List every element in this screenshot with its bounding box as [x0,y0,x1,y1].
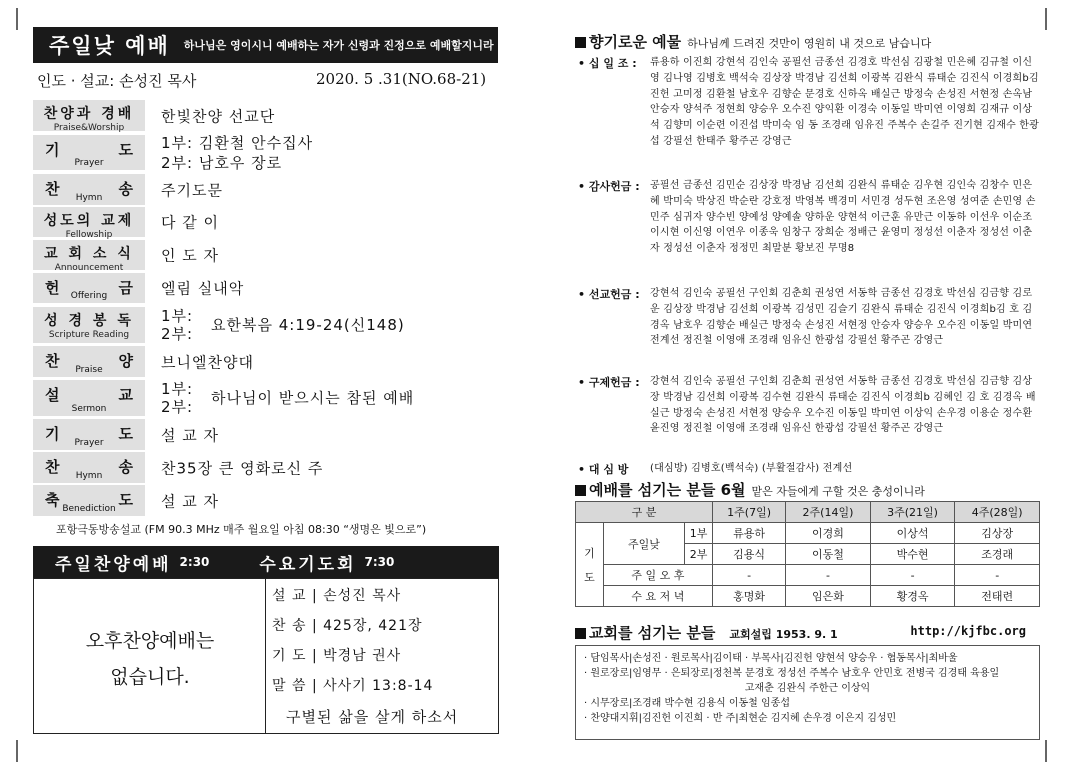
order-value: 설 교 자 [161,492,220,510]
staff-row-pastors: · 담임목사|손성진 · 원로목사|김이태 · 부목사|김진헌 양현석 양승우 · 협동목사|최바울 [584,653,958,664]
sunday-praise-time: 2:30 [179,555,210,569]
wed-row-scripture: 말 씀 | 사사기 13:8-14 [272,678,434,694]
order-value: 다 같 이 [161,213,220,232]
duty-table [575,501,1040,607]
wed-row-prayer: 기 도 | 박경남 권사 [272,648,402,664]
wednesday-time: 7:30 [364,555,395,569]
order-value: 요한복음 4:19-24(신148) [211,316,405,334]
order-label: 교 회 소 식 Announcement [33,240,145,270]
square-bullet-icon [575,628,586,639]
no-service-notice: 오후찬양예배는 없습니다. [85,630,215,688]
order-row-praise [33,100,499,131]
staff-row-choir: · 찬양대지휘|김진헌 이진희 · 반 주|최현순 김지혜 손우경 이은지 김성민 [584,713,897,724]
order-row-benediction [33,485,499,516]
square-bullet-icon [575,485,586,496]
offering-group-visit: • 대 심 방 (대심방) 김병호(백석숙) (부활절감사) 전계선 [578,463,853,476]
main-service-motto: 하나님은 영이시니 예배하는 자가 신령과 진정으로 예배할지니라 [183,39,494,52]
order-label: 설 교 Sermon [33,380,145,416]
square-bullet-icon [575,37,586,48]
order-value: 찬35장 큰 영화로신 주 [161,459,324,477]
service-leader: 인도 · 설교: 손성진 목사 [37,72,197,90]
staff-box [575,645,1040,740]
main-service-title: 주일낮 예배 [49,34,170,58]
order-value-part2: 2부: 남호우 장로 [161,154,283,172]
staff-row-retired-elders-cont: 고재춘 김완식 주한근 이상익 [744,683,871,694]
duty-title: 예배를 섬기는 분들 6월 맡은 자들에게 구할 것은 충성이니라 [575,479,925,500]
service-date: 2020. 5 .31(NO.68-21) [316,70,487,88]
order-part2: 2부: [161,325,194,343]
order-label: 찬 송 Hymn [33,452,145,483]
offering-group-thanks: • 감사헌금 : 공필선 금종선 김민순 김상장 박경남 김선희 김완식 류태순 김우현 김인숙 김창수 민은혜 박미숙 박상진 박순란 강호정 박영복 백경미 서민경 성두현 조은영 성여준 손민영 손민주 심귀자 양수빈 양예성 양예솔 양하운 양현석 이근훈 유만근 이동하 이선우 이순조 이시현 이신영 이연우 이종욱 임창구 장희순 정배근 윤영미 정성선 이춘자 정성선 이춘자 정성선 이춘자 정정민 최말분 황보진 무명8 [578,180,1036,255]
order-label: 성도의 교제 Fellowship [33,207,145,237]
church-url[interactable]: http://kjfbc.org [910,624,1026,638]
order-part1: 1부: [161,380,194,398]
order-value: 인 도 자 [161,246,220,265]
fold-mark-right-bottom [1045,740,1047,762]
order-label: 헌 금 Offering [33,273,145,303]
fold-mark-right [1045,8,1047,30]
fold-mark-left-bottom [16,740,18,762]
main-service-header [33,27,498,63]
staff-row-retired-elders: · 원로장로|임영무 · 은퇴장로|정천복 문경호 정성선 주복수 남호우 안민호 전병국 김경태 육용일 [584,668,1000,679]
order-row-sermon [33,380,499,416]
table-row: 수 요 저 녁 홍명화 임은화 황경옥 전태련 [576,586,1040,607]
order-label: 찬 양 Praise [33,346,145,377]
order-row-hymn-2 [33,452,499,483]
broadcast-note: 포항극동방송설교 (FM 90.3 MHz 매주 월요일 아침 08:30 “생명은 빛으로”) [56,523,427,536]
table-row: 2부 김용식 이동철 박수현 조경래 [576,544,1040,565]
table-row: 기 도 주일낮 1부 류용하 이경희 이상석 김상장 [576,523,1040,544]
order-value: 주기도문 [161,181,223,199]
staff-title: 교회를 섬기는 분들 교회설립 1953. 9. 1 http://kjfbc.org [575,622,1040,643]
afternoon-box [33,578,499,734]
founded-date: 교회설립 1953. 9. 1 [729,628,838,641]
order-label: 기 도 Prayer [33,419,145,450]
order-part1: 1부: [161,307,194,325]
order-label: 찬양과 경배 Praise&Worship [33,100,145,131]
order-row-prayer [33,135,499,170]
order-label: 찬 송 Hymn [33,174,145,205]
order-value: 한빛찬양 선교단 [161,107,276,125]
order-row-offering [33,273,499,303]
order-label: 기 도 Prayer [33,135,145,170]
order-label: 성 경 봉 독 Scripture Reading [33,307,145,343]
order-row-scripture [33,307,499,343]
order-row-prayer-2 [33,419,499,450]
offerings-title: 향기로운 예물 하나님께 드려진 것만이 영원히 내 것으로 남습니다 [575,31,931,52]
order-row-fellowship [33,207,499,240]
order-value: 설 교 자 [161,426,220,444]
table-row: 주 일 오 후 - - - - [576,565,1040,586]
sunday-praise-title: 주일찬양예배 [55,554,172,575]
staff-row-elders: · 시무장로|조경래 박수현 김용식 이동철 임종섭 [584,698,790,709]
wed-row-sermon: 설 교 | 손성진 목사 [272,588,402,604]
order-row-hymn [33,174,499,205]
order-label: 축 도 Benediction [33,485,145,516]
order-row-announcement [33,240,499,273]
offering-group-relief: • 구제헌금 : 강현석 김인숙 공필선 구인회 김춘희 권성연 서동학 금종선 김경호 박선심 김금향 김상장 박경남 김선희 이광복 김수현 김완식 류태순 김진식 이경희b 김혜인 김 호 김경옥 배실근 방정숙 손성진 서현정 양승우 오수진 이동일 박미연 이상익 손우경 이용순 정수환 윤진영 정진철 이영애 조경래 임유신 한광섭 강필선 황주곤 강영근 [578,376,1036,435]
wed-theme: 구별된 삶을 살게 하소서 [286,708,459,726]
wednesday-title: 수요기도회 [259,554,357,575]
order-value-part1: 1부: 김환철 안수집사 [161,134,314,152]
offering-group-tithe: • 십 일 조 : 류용하 이진희 강현석 김인숙 공필선 금종선 김경호 박선심 김광철 민은혜 김규철 이신영 김나영 김병호 백석숙 김상장 박경남 김선희 이광복 김완식 류태순 김진식 이경희b김진헌 고미정 김환철 남호우 김향순 문경호 신하옥 배실근 방정숙 손성진 서현정 손옥남 안승자 양석주 정현희 양승우 오수진 양익환 이경숙 이동일 박미연 이영희 김재규 이상석 김향미 이순련 이진섭 박미숙 임 동 조경래 임유진 주복수 손길주 진기현 김재수 한광섭 강필선 한태주 황주곤 강영근 [578,57,1040,147]
order-row-choir [33,346,499,377]
sermon-title: 하나님이 받으시는 참된 예배 [211,389,415,407]
order-value: 엘림 실내악 [161,279,245,298]
table-header-row: 구 분 1주(7일) 2주(14일) 3주(21일) 4주(28일) [576,502,1040,523]
fold-mark-left [16,8,18,30]
afternoon-header [33,546,499,578]
sunday-praise-panel [34,579,266,733]
order-part2: 2부: [161,398,194,416]
order-value: 브니엘찬양대 [161,353,254,371]
offering-group-mission: • 선교헌금 : 강현석 김인숙 공필선 구인회 김춘희 권성연 서동학 금종선 김경호 박선심 김금향 김로운 김상장 박경남 김선희 이광복 김성민 김슬기 김완식 류태순 김진식 이경희b김 호 김경옥 남호우 김향순 배실근 방정숙 손성진 서현정 안승자 양승우 오수진 이동일 박미연 전계선 정진철 이영애 조경래 임유신 한광섭 강필선 황주곤 강영근 [578,288,1033,347]
wed-row-hymn: 찬 송 | 425장, 421장 [272,618,423,634]
